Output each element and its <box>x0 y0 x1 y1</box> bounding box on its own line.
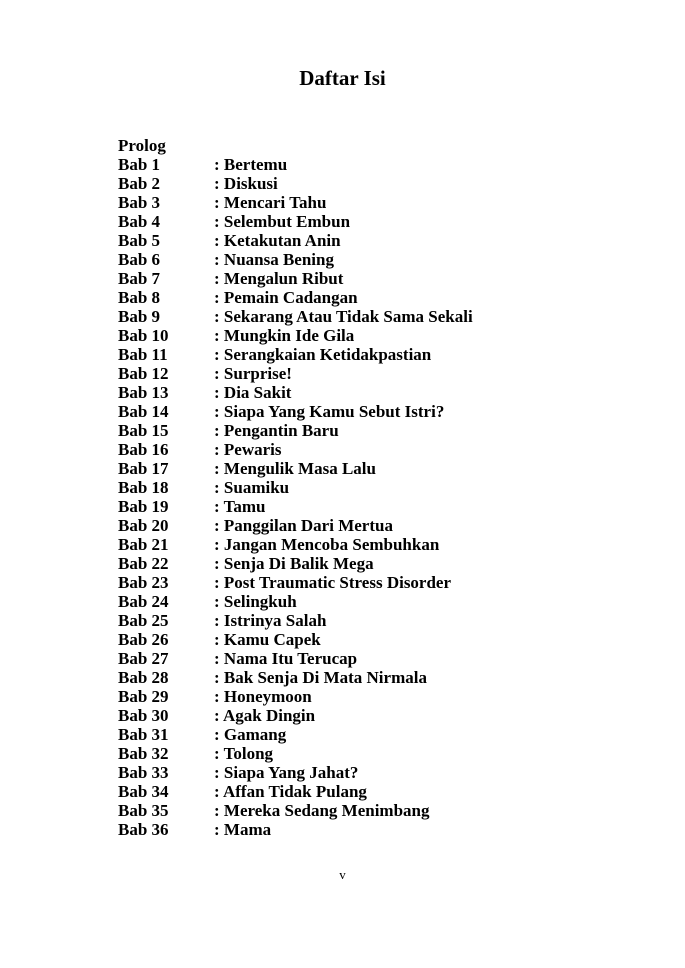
toc-entry-label: Bab 6 <box>118 250 161 269</box>
toc-entry-title: : Pewaris <box>214 440 282 459</box>
toc-entry-title: : Mereka Sedang Menimbang <box>214 801 430 820</box>
toc-entry-title: : Serangkaian Ketidakpastian <box>214 345 432 364</box>
toc-entry <box>118 459 598 478</box>
toc-entry <box>118 573 598 592</box>
toc-entry <box>118 725 598 744</box>
toc-entry <box>118 744 598 763</box>
toc-entry-label: Bab 19 <box>118 497 169 516</box>
toc-entry-title: : Dia Sakit <box>214 383 292 402</box>
toc-entry <box>118 592 598 611</box>
toc-entry-title: : Senja Di Balik Mega <box>214 554 374 573</box>
toc-entry-title: : Ketakutan Anin <box>214 231 341 250</box>
page-number: v <box>339 867 346 882</box>
toc-entry-label: Bab 34 <box>118 782 169 801</box>
toc-entry-label: Bab 4 <box>118 212 161 231</box>
toc-entry <box>118 611 598 630</box>
toc-entry-label: Bab 31 <box>118 725 169 744</box>
toc-entry-label: Bab 2 <box>118 174 161 193</box>
toc-entry <box>118 554 598 573</box>
toc-entry-title: : Surprise! <box>214 364 292 383</box>
toc-entry-title: : Kamu Capek <box>214 630 321 649</box>
toc-entry-title: : Mengalun Ribut <box>214 269 344 288</box>
toc-entry <box>118 212 598 231</box>
toc-entry-title: : Siapa Yang Jahat? <box>214 763 359 782</box>
toc-entry-title: : Panggilan Dari Mertua <box>214 516 393 535</box>
toc-entry-label: Bab 20 <box>118 516 169 535</box>
toc-entry-title: : Affan Tidak Pulang <box>214 782 367 801</box>
toc-entry <box>118 782 598 801</box>
toc-entry <box>118 687 598 706</box>
toc-entry <box>118 516 598 535</box>
toc-entry-label: Bab 8 <box>118 288 161 307</box>
toc-entry <box>118 155 598 174</box>
toc-entry-title: : Pemain Cadangan <box>214 288 358 307</box>
toc-entry-label: Bab 26 <box>118 630 169 649</box>
toc-entry-label: Bab 28 <box>118 668 169 687</box>
toc-entry-title: : Agak Dingin <box>214 706 316 725</box>
toc-entry <box>118 668 598 687</box>
toc-entry <box>118 440 598 459</box>
toc-entry-title: : Mencari Tahu <box>214 193 327 212</box>
toc-entry <box>118 174 598 193</box>
toc-entry-label: Bab 21 <box>118 535 169 554</box>
toc-entry <box>118 383 598 402</box>
toc-entry-label: Bab 15 <box>118 421 169 440</box>
toc-entry-title: : Pengantin Baru <box>214 421 339 440</box>
toc-entry-label: Bab 22 <box>118 554 169 573</box>
toc-entry-title: : Diskusi <box>214 174 278 193</box>
toc-entry-title: : Tolong <box>214 744 274 763</box>
toc-entry-title: : Nama Itu Terucap <box>214 649 358 668</box>
toc-entry-label: Bab 32 <box>118 744 169 763</box>
toc-entry-label: Bab 1 <box>118 155 161 174</box>
toc-entry-label: Bab 7 <box>118 269 161 288</box>
toc-entry-title: : Istrinya Salah <box>214 611 327 630</box>
toc-entry-label: Bab 12 <box>118 364 169 383</box>
toc-entry-title: : Suamiku <box>214 478 290 497</box>
toc-entry-title: : Mengulik Masa Lalu <box>214 459 376 478</box>
toc-entry <box>118 630 598 649</box>
toc-entry <box>118 136 598 155</box>
toc-entry <box>118 288 598 307</box>
toc-entry-label: Bab 5 <box>118 231 161 250</box>
toc-entry <box>118 364 598 383</box>
page-title: Daftar Isi <box>299 66 386 90</box>
toc-entry-label: Prolog <box>118 136 166 155</box>
toc-entry <box>118 763 598 782</box>
toc-entry-title: : Jangan Mencoba Sembuhkan <box>214 535 440 554</box>
toc-entry-label: Bab 18 <box>118 478 169 497</box>
toc-entry-label: Bab 25 <box>118 611 169 630</box>
toc-entry-title: : Gamang <box>214 725 287 744</box>
toc-entry-label: Bab 30 <box>118 706 169 725</box>
toc-entry-title: : Bertemu <box>214 155 288 174</box>
toc-entry <box>118 269 598 288</box>
toc-entry <box>118 421 598 440</box>
toc-entry <box>118 402 598 421</box>
toc-entry-title: : Selembut Embun <box>214 212 351 231</box>
toc-entry-label: Bab 11 <box>118 345 168 364</box>
toc-entry <box>118 345 598 364</box>
toc-entry-title: : Honeymoon <box>214 687 312 706</box>
toc-entry <box>118 478 598 497</box>
toc-entry-label: Bab 33 <box>118 763 169 782</box>
toc-entry-title: : Mungkin Ide Gila <box>214 326 355 345</box>
toc-entry-title: : Selingkuh <box>214 592 297 611</box>
toc-entry-label: Bab 13 <box>118 383 169 402</box>
toc-entry-label: Bab 9 <box>118 307 161 326</box>
toc-entry-title: : Siapa Yang Kamu Sebut Istri? <box>214 402 445 421</box>
toc-entry-title: : Bak Senja Di Mata Nirmala <box>214 668 427 687</box>
toc-entry <box>118 497 598 516</box>
toc-entry <box>118 535 598 554</box>
toc-entry-label: Bab 27 <box>118 649 169 668</box>
toc-entry <box>118 231 598 250</box>
toc-entry-label: Bab 35 <box>118 801 169 820</box>
toc-entry-title: : Nuansa Bening <box>214 250 334 269</box>
toc-entry-label: Bab 24 <box>118 592 169 611</box>
toc-entry <box>118 307 598 326</box>
toc-entry <box>118 820 598 839</box>
toc-entry-label: Bab 29 <box>118 687 169 706</box>
toc-entry-label: Bab 14 <box>118 402 169 421</box>
toc-entry-label: Bab 36 <box>118 820 169 839</box>
toc-entry-title: : Tamu <box>214 497 266 516</box>
toc-entry-title: : Post Traumatic Stress Disorder <box>214 573 452 592</box>
toc-entry-label: Bab 23 <box>118 573 169 592</box>
toc-entry-label: Bab 17 <box>118 459 169 478</box>
toc-entry-label: Bab 16 <box>118 440 169 459</box>
toc-entry-title: : Sekarang Atau Tidak Sama Sekali <box>214 307 473 326</box>
toc-entry <box>118 193 598 212</box>
toc-entry <box>118 326 598 345</box>
toc-entry-label: Bab 3 <box>118 193 161 212</box>
toc-entry <box>118 649 598 668</box>
toc-entry-title: : Mama <box>214 820 272 839</box>
toc-entry <box>118 706 598 725</box>
toc-entry <box>118 801 598 820</box>
toc-entry-label: Bab 10 <box>118 326 169 345</box>
toc-entry <box>118 250 598 269</box>
table-of-contents <box>118 136 598 839</box>
